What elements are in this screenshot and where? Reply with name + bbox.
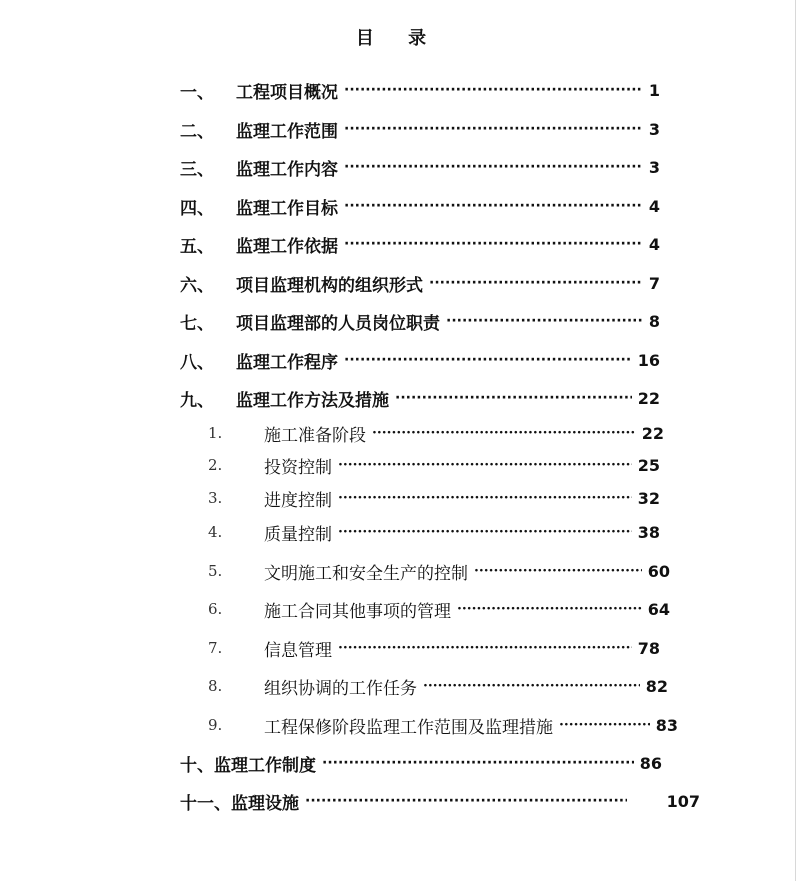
subentry-title: 文明施工和安全生产的控制 — [264, 563, 468, 584]
toc-entry — [180, 155, 660, 179]
subentry-number: 8. — [208, 677, 223, 695]
entry-title: 监理工作制度 — [214, 755, 316, 776]
subentry-number: 4. — [208, 523, 223, 541]
entry-title: 监理工作方法及措施 — [236, 390, 389, 411]
entry-page: 22 — [637, 388, 660, 408]
entry-number: 五、 — [180, 236, 214, 257]
entry-title: 监理设施 — [231, 793, 299, 814]
subentry-page: 25 — [637, 455, 660, 475]
dot-leader — [423, 674, 640, 698]
subentry-number: 9. — [208, 716, 223, 734]
toc-entry — [180, 751, 662, 775]
toc-subentry — [208, 421, 664, 445]
entry-title: 监理工作依据 — [236, 236, 338, 257]
subentry-number: 3. — [208, 489, 223, 507]
entry-title: 项目监理机构的组织形式 — [236, 275, 423, 296]
subentry-number: 1. — [208, 424, 223, 442]
entry-title: 项目监理部的人员岗位职责 — [236, 313, 440, 334]
entry-page: 7 — [648, 273, 660, 293]
toc-subentry — [208, 713, 678, 737]
subentry-page: 78 — [637, 638, 660, 658]
dot-leader — [457, 597, 642, 621]
subentry-number: 2. — [208, 456, 223, 474]
dot-leader — [338, 520, 632, 544]
subentry-number: 5. — [208, 562, 223, 580]
subentry-page: 83 — [655, 715, 678, 735]
entry-page: 3 — [648, 157, 660, 177]
entry-title: 监理工作程序 — [236, 352, 338, 373]
entry-number: 十一、 — [180, 793, 231, 814]
dot-leader — [305, 789, 627, 813]
toc-entry — [180, 78, 660, 102]
toc-entry — [180, 117, 660, 141]
entry-number: 七、 — [180, 313, 214, 334]
dot-leader — [344, 155, 643, 179]
subentry-title: 信息管理 — [264, 640, 332, 661]
dot-leader — [344, 348, 632, 372]
dot-leader — [322, 751, 634, 775]
entry-page: 86 — [639, 753, 662, 773]
subentry-title: 进度控制 — [264, 490, 332, 511]
subentry-title: 质量控制 — [264, 524, 332, 545]
toc-subentry — [208, 597, 670, 621]
toc-entry — [180, 348, 660, 372]
toc-entry — [180, 194, 660, 218]
entry-number: 八、 — [180, 352, 214, 373]
toc-subentry — [208, 520, 660, 544]
toc-subentry — [208, 636, 660, 660]
entry-page: 8 — [648, 311, 660, 331]
entry-number: 一、 — [180, 82, 214, 103]
entry-page: 4 — [648, 234, 660, 254]
dot-leader — [344, 194, 643, 218]
subentry-title: 组织协调的工作任务 — [264, 678, 417, 699]
toc-subentry — [208, 674, 668, 698]
entry-title: 监理工作内容 — [236, 159, 338, 180]
subentry-title: 施工准备阶段 — [264, 425, 366, 446]
dot-leader — [395, 386, 632, 410]
dot-leader — [559, 713, 650, 737]
toc-subentry — [208, 486, 660, 510]
subentry-page: 22 — [641, 423, 664, 443]
dot-leader — [372, 421, 636, 445]
toc-entry — [180, 789, 700, 813]
entry-title: 工程项目概况 — [236, 82, 338, 103]
toc-title: 目 录 — [355, 28, 441, 49]
entry-number: 九、 — [180, 390, 214, 411]
subentry-page: 38 — [637, 522, 660, 542]
dot-leader — [344, 117, 643, 141]
subentry-page: 64 — [647, 599, 670, 619]
toc-entry — [180, 386, 660, 410]
dot-leader — [338, 453, 632, 477]
entry-title: 监理工作范围 — [236, 121, 338, 142]
subentry-page: 32 — [637, 488, 660, 508]
toc-entry — [180, 309, 660, 333]
dot-leader — [344, 232, 643, 256]
entry-number: 六、 — [180, 275, 214, 296]
entry-page: 1 — [648, 80, 660, 100]
toc-subentry — [208, 453, 660, 477]
subentry-page: 82 — [645, 676, 668, 696]
entry-number: 十、 — [180, 755, 214, 776]
subentry-number: 7. — [208, 639, 223, 657]
dot-leader — [338, 486, 632, 510]
entry-page: 107 — [666, 791, 700, 811]
subentry-title: 投资控制 — [264, 457, 332, 478]
subentry-number: 6. — [208, 600, 223, 618]
dot-leader — [446, 309, 643, 333]
dot-leader — [344, 78, 643, 102]
toc-entry — [180, 271, 660, 295]
entry-title: 监理工作目标 — [236, 198, 338, 219]
dot-leader — [429, 271, 643, 295]
entry-page: 16 — [637, 350, 660, 370]
entry-number: 二、 — [180, 121, 214, 142]
toc-entry — [180, 232, 660, 256]
subentry-page: 60 — [647, 561, 670, 581]
entry-number: 三、 — [180, 159, 214, 180]
subentry-title: 施工合同其他事项的管理 — [264, 601, 451, 622]
dot-leader — [474, 559, 642, 583]
toc-subentry — [208, 559, 670, 583]
subentry-title: 工程保修阶段监理工作范围及监理措施 — [264, 717, 553, 738]
entry-page: 4 — [648, 196, 660, 216]
dot-leader — [338, 636, 632, 660]
entry-number: 四、 — [180, 198, 214, 219]
entry-page: 3 — [648, 119, 660, 139]
